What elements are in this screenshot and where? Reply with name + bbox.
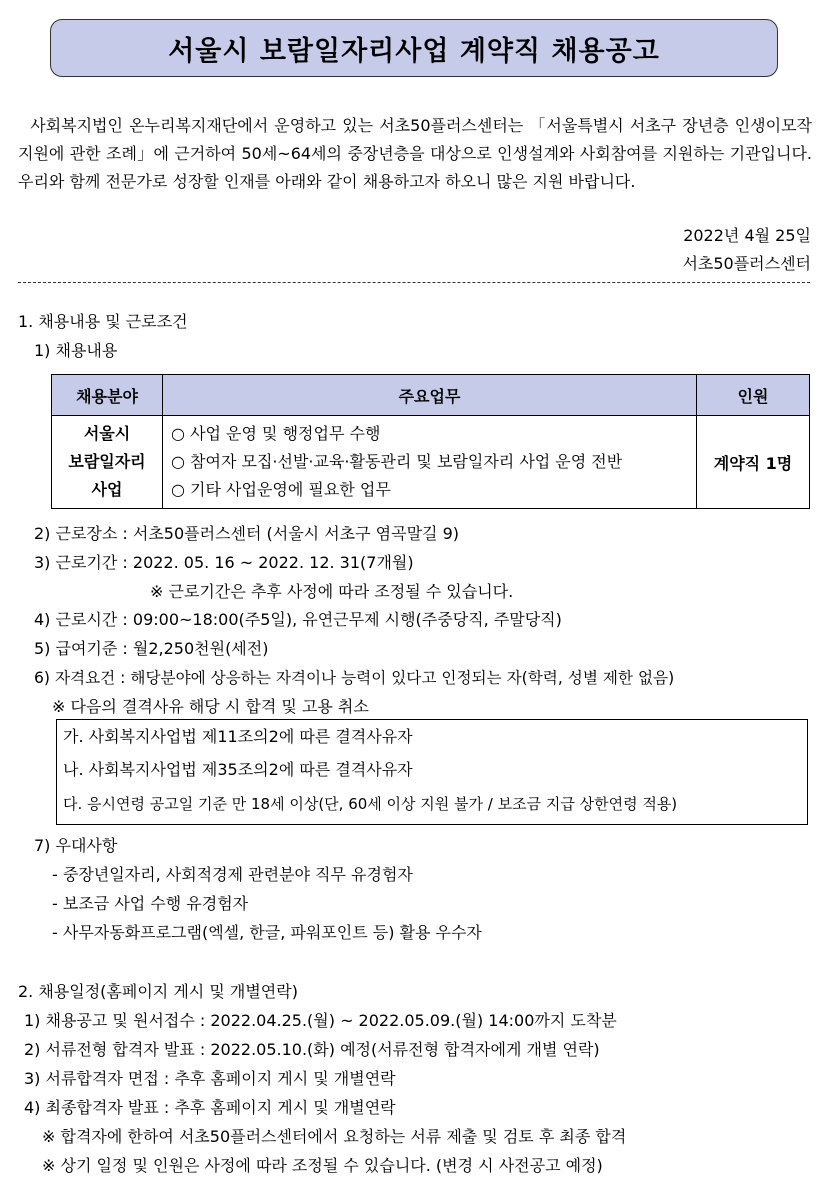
schedule-note: ※ 합격자에 한하여 서초50플러스센터에서 요청하는 서류 제출 및 검토 후 최종 합격	[42, 1127, 627, 1146]
field-line: 사업	[91, 480, 123, 499]
header-duties: 주요업무	[163, 375, 697, 416]
page-title: 서울시 보람일자리사업 계약직 채용공고	[168, 35, 660, 67]
qualifications: 6) 자격요건 : 해당분야에 상응하는 자격이나 능력이 있다고 인정되는 자(학력, 성별 제한 없음)	[34, 669, 675, 687]
duty-item: ○ 사업 운영 및 행정업무 수행	[171, 424, 381, 443]
disqualification-item: 다. 응시연령 공고일 기준 만 18세 이상(단, 60세 이상 지원 불가 / 보조금 지급 상한연령 적용)	[63, 795, 678, 813]
sub-heading-1: 1) 채용내용	[34, 341, 118, 360]
section-2-heading: 2. 채용일정(홈페이지 게시 및 개별연락)	[18, 982, 298, 1001]
work-period-note: ※ 근로기간은 추후 사정에 따라 조정될 수 있습니다.	[150, 582, 514, 601]
schedule-note: ※ 상기 일정 및 인원은 사정에 따라 조정될 수 있습니다. (변경 시 사전공고 예정)	[42, 1156, 603, 1175]
header-field: 채용분야	[52, 375, 163, 416]
duty-item: ○ 참여자 모집·선발·교육·활동관리 및 보람일자리 사업 운영 전반	[171, 452, 623, 471]
notice-date: 2022년 4월 25일	[683, 226, 811, 245]
preference-item: - 중장년일자리, 사회적경제 관련분야 직무 유경험자	[52, 865, 413, 884]
disqualification-item: 나. 사회복지사업법 제35조의2에 따른 결격사유자	[63, 760, 413, 779]
title-banner	[50, 19, 778, 77]
work-hours: 4) 근로시간 : 09:00~18:00(주5일), 유연근무제 시행(주중당직, 주말당직)	[34, 610, 562, 629]
duties-cell	[163, 416, 697, 509]
schedule-item: 2) 서류전형 합격자 발표 : 2022.05.10.(화) 예정(서류전형 합격자에게 개별 연락)	[24, 1040, 600, 1059]
preference-item: - 사무자동화프로그램(엑셀, 한글, 파워포인트 등) 활용 우수자	[52, 923, 482, 942]
header-count: 인원	[697, 375, 810, 416]
disqualification-box	[56, 719, 808, 825]
salary: 5) 급여기준 : 월2,250천원(세전)	[34, 639, 269, 658]
field-line: 보람일자리	[68, 452, 146, 471]
field-cell	[52, 416, 163, 509]
divider	[18, 282, 810, 283]
schedule-item: 3) 서류합격자 면접 : 추후 홈페이지 게시 및 개별연락	[24, 1069, 396, 1088]
org-name: 서초50플러스센터	[682, 254, 811, 273]
table-header-row	[52, 375, 810, 416]
recruit-table	[51, 374, 810, 509]
schedule-item: 1) 채용공고 및 원서접수 : 2022.04.25.(월) ~ 2022.05.09.(월) 14:00까지 도착분	[24, 1011, 617, 1030]
section-1-heading: 1. 채용내용 및 근로조건	[18, 312, 188, 331]
duty-item: ○ 기타 사업운영에 필요한 업무	[171, 480, 391, 499]
work-place: 2) 근로장소 : 서초50플러스센터 (서울시 서초구 염곡말길 9)	[34, 524, 460, 543]
field-line: 서울시	[83, 424, 131, 443]
schedule-item: 4) 최종합격자 발표 : 추후 홈페이지 게시 및 개별연락	[24, 1098, 396, 1117]
date-block	[682, 222, 811, 278]
disqualification-note: ※ 다음의 결격사유 해당 시 합격 및 고용 취소	[52, 697, 369, 716]
preference-item: - 보조금 사업 수행 유경험자	[52, 894, 249, 913]
table-row	[52, 416, 810, 509]
work-period: 3) 근로기간 : 2022. 05. 16 ~ 2022. 12. 31(7개월)	[34, 553, 414, 572]
intro-paragraph: 사회복지법인 온누리복지재단에서 운영하고 있는 서초50플러스센터는 「서울특별시 서초구 장년층 인생이모작 지원에 관한 조례」에 근거하여 50세~64세의 중장년층을 대상으로 인생설계와 사회참여를 지원하는 기관입니다. 우리와 함께 전문가로 성장할 인재를 아래와 같이 채용하고자 하오니 많은 지원 바랍니다.	[18, 116, 812, 191]
preference-heading: 7) 우대사항	[34, 836, 118, 855]
disqualification-item: 가. 사회복지사업법 제11조의2에 따른 결격사유자	[63, 727, 413, 746]
count-cell: 계약직 1명	[697, 416, 810, 509]
